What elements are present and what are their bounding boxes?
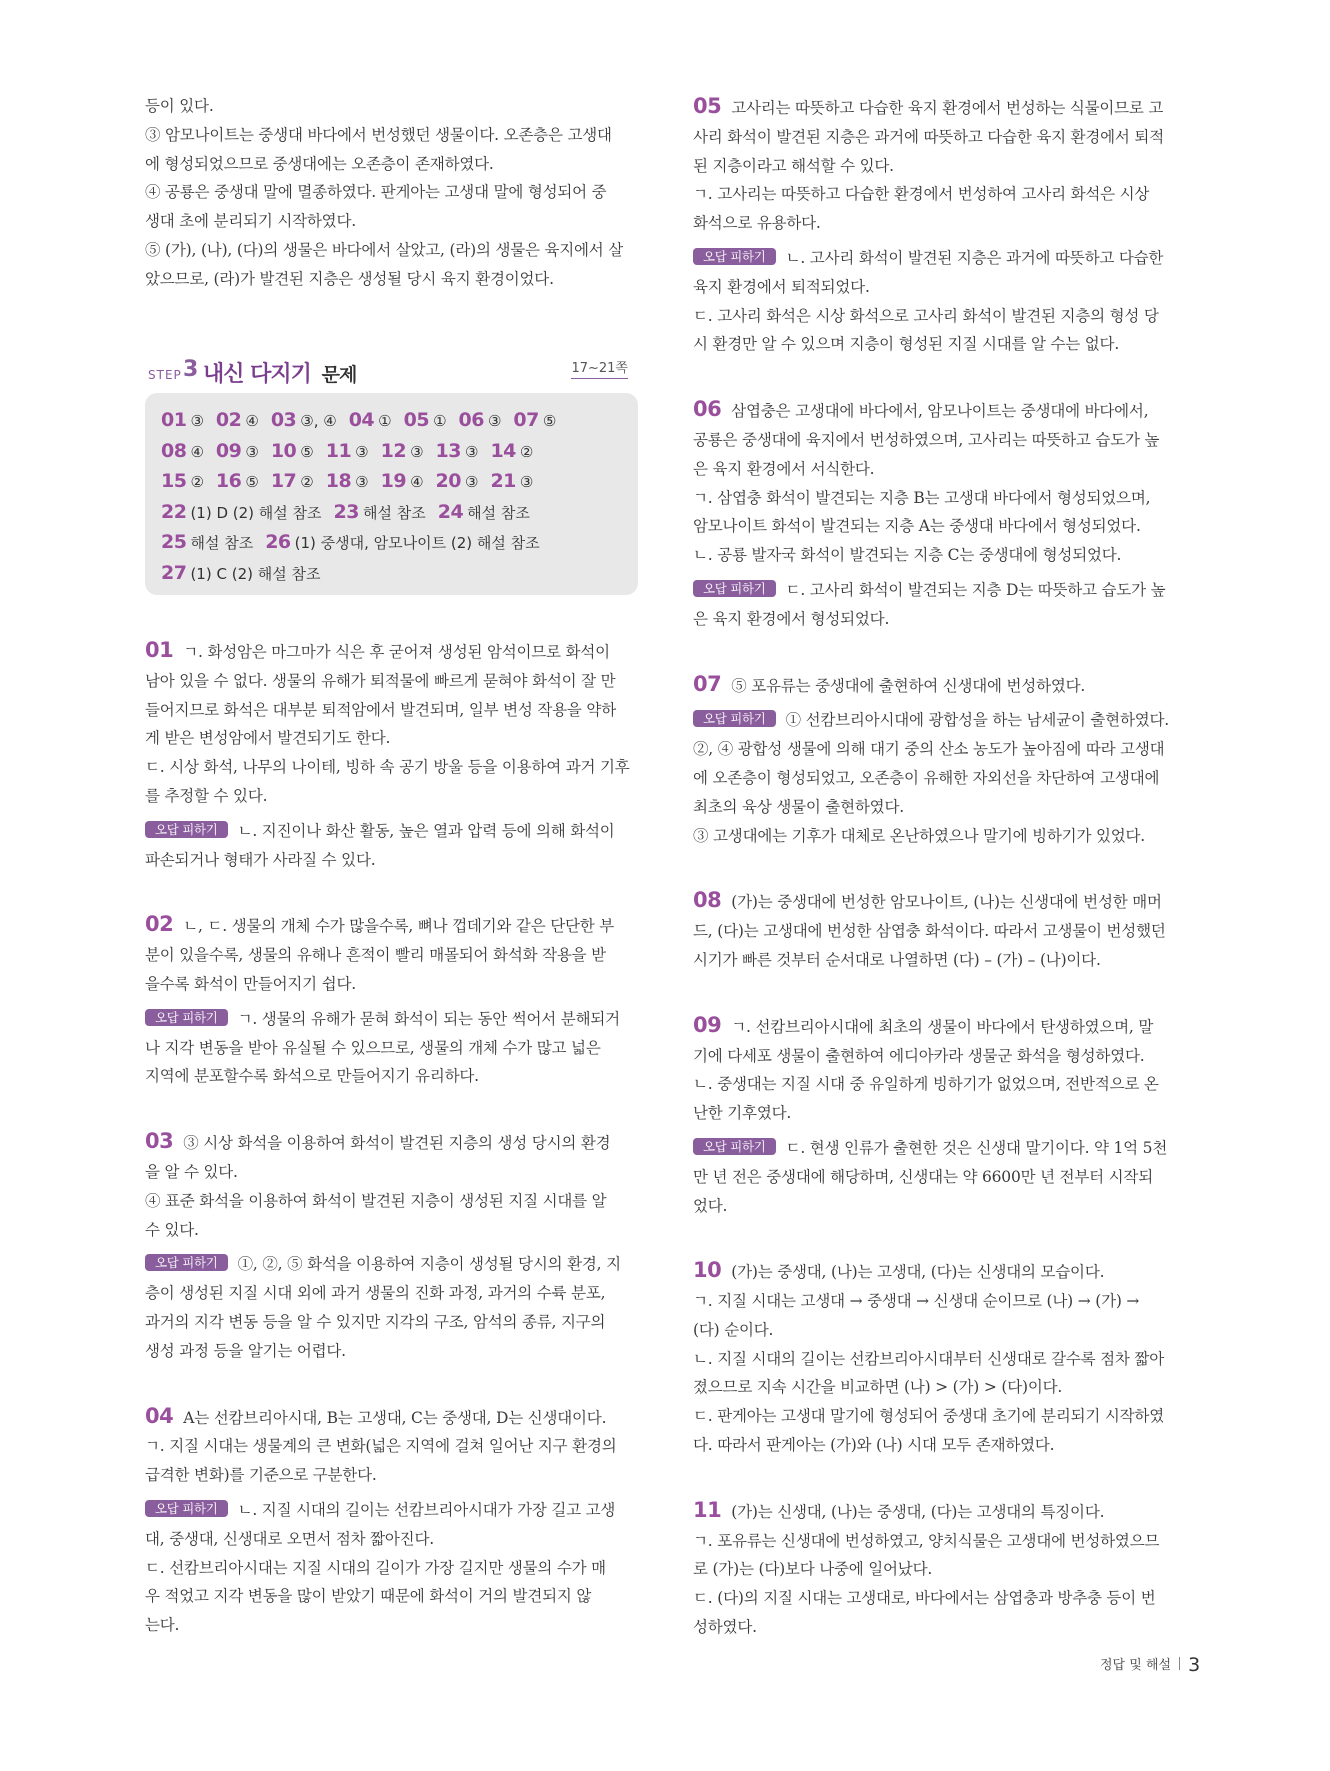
- line-text: 졌으므로 지속 시간을 비교하면 (나) > (가) > (다)이다.: [693, 1378, 1063, 1397]
- answer-number: 21: [490, 470, 516, 492]
- left-column: [145, 92, 638, 294]
- answer-value: ③, ④: [300, 412, 337, 430]
- text-line: [693, 1134, 1186, 1163]
- line-text: ㄴ. 고사리 화석이 발견된 지층은 과거에 따뜻하고 다습한: [785, 248, 1164, 267]
- answer-value: 해설 참조: [362, 503, 426, 522]
- line-text: ㄴ. 지질 시대의 길이는 선캄브리아시대부터 신생대로 갈수록 점차 짧아: [693, 1349, 1164, 1368]
- question-number: 04: [145, 1403, 174, 1428]
- answer-number: 26: [265, 531, 291, 553]
- spacer: [693, 850, 1186, 886]
- answer-number: 10: [270, 439, 297, 462]
- line-text: 로 (가)는 (다)보다 나중에 일어났다.: [693, 1560, 933, 1579]
- line-text: (가)는 중생대에 번성한 암모나이트, (나)는 신생대에 번성한 매머: [731, 893, 1162, 912]
- question-block: [693, 886, 1186, 974]
- text-line: [145, 1034, 638, 1063]
- line-text: ㄷ. 고사리 화석은 시상 화석으로 고사리 화석이 발견된 지층의 형성 당: [693, 306, 1159, 325]
- wrong-answer-badge: 오답 피하기: [693, 248, 776, 265]
- text-line: [693, 822, 1186, 851]
- answer-row: [161, 527, 622, 558]
- answer-item: [513, 405, 556, 436]
- answer-number: 07: [513, 409, 539, 431]
- answer-number: 24: [437, 500, 464, 523]
- answer-number: 25: [161, 531, 187, 553]
- answer-item: [459, 405, 502, 436]
- text-line: 생대 초에 분리되기 시작하였다.: [145, 212, 356, 231]
- text-line: [693, 1555, 1186, 1584]
- answer-value: ③: [190, 412, 204, 430]
- answer-key-box: [145, 393, 638, 595]
- answer-item: [216, 436, 259, 467]
- line-text: ㄴ, ㄷ. 생물의 개체 수가 많을수록, 뼈나 껍데기와 같은 단단한 부: [183, 917, 615, 936]
- line-text: 암모나이트 화석이 발견되는 지층 A는 중생대 바다에서 형성되었다.: [693, 517, 1141, 536]
- answer-item: [161, 436, 204, 467]
- text-line: [145, 1216, 638, 1245]
- line-text: 만 년 전은 중생대에 해당하며, 신생대는 약 6600만 년 전부터 시작되: [693, 1167, 1153, 1186]
- question-block: [693, 1256, 1186, 1460]
- text-line: [693, 1527, 1186, 1556]
- line-text: 을 알 수 있다.: [145, 1162, 238, 1181]
- text-line: [693, 1256, 1186, 1287]
- text-line: [693, 1042, 1186, 1071]
- answer-value: 해설 참조: [190, 534, 254, 552]
- text-line: [693, 1070, 1186, 1099]
- answer-number: 03: [270, 409, 297, 431]
- text-line: [693, 1163, 1186, 1192]
- question-number: 05: [693, 94, 722, 118]
- spacer: [693, 1460, 1186, 1496]
- answer-value: ③: [487, 412, 502, 430]
- spacer: [693, 634, 1186, 670]
- answer-item: [490, 436, 533, 467]
- text-line: [145, 941, 638, 970]
- text-line: [693, 1584, 1186, 1613]
- text-line: [693, 1192, 1186, 1221]
- text-line: [145, 817, 638, 846]
- line-text: ③ 시상 화석을 이용하여 화석이 발견된 지층의 생성 당시의 환경: [183, 1134, 611, 1153]
- answer-item: [161, 497, 322, 528]
- line-text: ㄱ. 지질 시대는 고생대 → 중생대 → 신생대 순이므로 (나) → (가) →: [693, 1292, 1140, 1311]
- text-line: [693, 512, 1186, 541]
- answer-value: ②: [190, 473, 204, 491]
- wrong-answer-badge: 오답 피하기: [145, 1500, 228, 1517]
- text-line: [693, 330, 1186, 359]
- answer-value: ③: [355, 473, 369, 491]
- answer-value: ③: [355, 442, 369, 461]
- line-text: ㄴ. 공룡 발자국 화석이 발견되는 지층 C는 중생대에 형성되었다.: [693, 546, 1122, 565]
- question-block: [145, 1402, 638, 1640]
- answer-value: (1) 중생대, 암모나이트 (2) 해설 참조: [294, 534, 540, 552]
- text-line: [145, 696, 638, 725]
- wrong-answer-badge: 오답 피하기: [145, 1009, 228, 1026]
- text-line: [145, 753, 638, 782]
- line-text: 난한 기후였다.: [693, 1104, 792, 1123]
- answer-item: [161, 527, 253, 558]
- line-text: 들어지므로 화석은 대부분 퇴적암에서 발견되며, 일부 변성 작용을 약하: [145, 700, 616, 719]
- line-text: 된 지층이라고 해석할 수 있다.: [693, 156, 894, 175]
- answer-value: ⑤: [542, 412, 557, 430]
- question-block: [145, 1127, 638, 1365]
- text-line: ④ 공룡은 중생대 말에 멸종하였다. 판게아는 고생대 말에 형성되어 중: [145, 183, 607, 202]
- line-text: 에 오존층이 형성되었고, 오존층이 유해한 자외선을 차단하여 고생대에: [693, 768, 1160, 787]
- line-text: ㄷ. 현생 인류가 출현한 것은 신생대 말기이다. 약 1억 5천: [785, 1138, 1168, 1157]
- text-line: [693, 706, 1186, 735]
- text-line: [145, 1308, 638, 1337]
- text-line: [145, 667, 638, 696]
- line-text: 대, 중생대, 신생대로 오면서 점차 짧아진다.: [145, 1529, 434, 1548]
- question-number: 07: [693, 671, 722, 696]
- answer-item: [216, 405, 259, 436]
- line-text: 파손되거나 형태가 사라질 수 있다.: [145, 850, 376, 869]
- line-text: 를 추정할 수 있다.: [145, 786, 268, 805]
- text-line: [693, 92, 1186, 123]
- line-text: 과거의 지각 변동 등을 알 수 있지만 지각의 구조, 암석의 종류, 지구의: [145, 1312, 606, 1331]
- text-line: [693, 209, 1186, 238]
- text-line: [145, 1461, 638, 1490]
- text-line: [145, 1158, 638, 1187]
- text-line: [145, 910, 638, 941]
- footer-label: 정답 및 해설: [1100, 1658, 1172, 1673]
- text-line: [145, 636, 638, 667]
- text-line: [145, 1525, 638, 1554]
- answer-value: (1) C (2) 해설 참조: [190, 564, 321, 583]
- line-text: 층이 생성된 지질 시대 외에 과거 생물의 진화 과정, 과거의 수륙 분포,: [145, 1284, 606, 1303]
- answer-item: [381, 466, 424, 497]
- line-text: ②, ④ 광합성 생물에 의해 대기 중의 산소 농도가 높아짐에 따라 고생대: [693, 740, 1165, 759]
- text-line: [693, 605, 1186, 634]
- line-text: 시 환경만 알 수 있으며 지층이 형성된 지질 시대를 알 수는 없다.: [693, 335, 1120, 354]
- answer-item: [438, 497, 530, 528]
- line-text: ㄱ. 삼엽충 화석이 발견되는 지층 B는 고생대 바다에서 형성되었으며,: [693, 488, 1151, 507]
- line-text: 남아 있을 수 없다. 생물의 유해가 퇴적물에 빠르게 묻혀야 화석이 잘 만: [145, 671, 616, 690]
- answer-number: 02: [215, 409, 242, 431]
- answer-number: 11: [325, 439, 352, 462]
- line-text: 드, (다)는 고생대에 번성한 삼엽충 화석이다. 따라서 고생물이 번성했던: [693, 922, 1166, 941]
- text-line: 등이 있다.: [145, 97, 214, 115]
- wrong-answer-badge: 오답 피하기: [145, 821, 228, 838]
- text-line: [693, 764, 1186, 793]
- text-line: [145, 1554, 638, 1583]
- line-text: 나 지각 변동을 받아 유실될 수 있으므로, 생물의 개체 수가 많고 넓은: [145, 1038, 601, 1057]
- wrong-answer-badge: 오답 피하기: [693, 1138, 776, 1155]
- text-line: [693, 886, 1186, 917]
- answer-number: 17: [270, 470, 297, 492]
- answer-row: [161, 497, 622, 528]
- text-line: [693, 946, 1186, 975]
- text-line: [693, 1316, 1186, 1345]
- text-line: [145, 724, 638, 753]
- question-number: 03: [145, 1129, 174, 1154]
- text-line: ③ 암모나이트는 중생대 바다에서 번성했던 생물이다. 오존층은 고생대: [145, 125, 612, 144]
- line-text: ㄴ. 중생대는 지질 시대 중 유일하게 빙하기가 없었으며, 전반적으로 온: [693, 1075, 1159, 1094]
- text-line: [145, 1250, 638, 1279]
- line-text: 었다.: [693, 1196, 728, 1215]
- answer-value: ⑤: [245, 473, 259, 491]
- question-number: 09: [693, 1012, 722, 1037]
- answer-number: 27: [161, 561, 187, 584]
- answer-number: 12: [380, 439, 407, 462]
- answer-value: 해설 참조: [467, 503, 530, 522]
- answer-item: [381, 436, 424, 467]
- wrong-answer-badge: 오답 피하기: [693, 580, 776, 597]
- answer-value: (1) D (2) 해설 참조: [190, 503, 322, 522]
- line-text: 화석으로 유용하다.: [693, 214, 821, 233]
- answer-item: [490, 466, 533, 497]
- text-line: [693, 1613, 1186, 1642]
- step-page-range: 17~21쪽: [571, 357, 628, 379]
- line-text: 다. 따라서 판게아는 (가)와 (나) 시대 모두 존재하였다.: [693, 1436, 1055, 1455]
- answer-item: [161, 558, 320, 589]
- text-line: [145, 970, 638, 999]
- question-block: [145, 636, 638, 874]
- answer-value: ③: [464, 473, 479, 491]
- line-text: 게 받은 변성암에서 발견되기도 한다.: [145, 729, 391, 748]
- line-text: ㄴ. 지질 시대의 길이는 선캄브리아시대가 가장 길고 고생: [237, 1500, 616, 1519]
- question-number: 10: [693, 1258, 722, 1283]
- step-header: [148, 357, 638, 387]
- left-questions: [145, 636, 638, 1640]
- line-text: ①, ②, ⑤ 화석을 이용하여 지층이 생성될 당시의 환경, 지: [237, 1255, 621, 1274]
- answer-value: ③: [464, 442, 479, 461]
- answer-item: [216, 466, 259, 497]
- line-text: 우 적었고 지각 변동을 많이 받았기 때문에 화석이 거의 발견되지 않: [145, 1587, 592, 1606]
- wrong-answer-badge: 오답 피하기: [145, 1254, 228, 1271]
- page-footer: [1100, 1654, 1200, 1676]
- answer-value: ①: [433, 412, 447, 430]
- text-line: [693, 917, 1186, 946]
- line-text: ㄱ. 지질 시대는 생물계의 큰 변화(넓은 지역에 걸쳐 일어난 지구 환경의: [145, 1437, 617, 1456]
- line-text: 은 육지 환경에서 형성되었다.: [693, 609, 890, 628]
- line-text: ㄱ. 생물의 유해가 묻혀 화석이 되는 동안 썩어서 분해되거: [237, 1009, 620, 1028]
- text-line: ⑤ (가), (나), (다)의 생물은 바다에서 살았고, (라)의 생물은 육지에서 살: [145, 240, 624, 259]
- step-label: STEP: [148, 368, 182, 382]
- answer-value: ③: [519, 473, 534, 491]
- answer-number: 13: [435, 439, 461, 462]
- spacer: [145, 874, 638, 910]
- spacer: [145, 1366, 638, 1402]
- step-number: 3: [183, 357, 199, 382]
- answer-item: [436, 466, 479, 497]
- answer-number: 23: [333, 500, 359, 523]
- answer-value: ④: [410, 473, 424, 491]
- text-line: [693, 302, 1186, 331]
- answer-row: [161, 558, 622, 589]
- line-text: 는다.: [145, 1616, 180, 1635]
- answer-row: [161, 405, 622, 436]
- answer-row: [161, 436, 622, 467]
- answer-item: [271, 405, 337, 436]
- text-line: [145, 782, 638, 811]
- question-block: [693, 670, 1186, 851]
- text-line: [145, 1127, 638, 1158]
- answer-item: [265, 527, 539, 558]
- answer-number: 09: [215, 439, 242, 462]
- text-line: [693, 541, 1186, 570]
- answer-value: ④: [190, 442, 204, 461]
- text-line: [693, 273, 1186, 302]
- text-line: [145, 1062, 638, 1091]
- footer-divider: [1179, 1657, 1180, 1670]
- line-text: ① 선캄브리아시대에 광합성을 하는 남세균이 출현하였다.: [785, 711, 1170, 730]
- answer-item: [161, 405, 204, 436]
- answer-item: [271, 436, 314, 467]
- answer-item: [334, 497, 426, 528]
- line-text: ㄷ. 고사리 화석이 발견되는 지층 D는 따뜻하고 습도가 높: [785, 580, 1166, 599]
- answer-number: 18: [325, 470, 352, 492]
- line-text: 수 있다.: [145, 1220, 199, 1239]
- answer-item: [161, 466, 204, 497]
- line-text: ㄱ. 화성암은 마그마가 식은 후 굳어져 생성된 암석이므로 화석이: [183, 643, 610, 661]
- line-text: 고사리는 따뜻하고 다습한 육지 환경에서 번성하는 식물이므로 고: [731, 99, 1164, 117]
- answer-number: 20: [435, 470, 461, 492]
- text-line: [145, 1432, 638, 1461]
- answer-item: [271, 466, 314, 497]
- text-line: [693, 123, 1186, 152]
- right-questions: [693, 92, 1186, 1642]
- line-text: ㄷ. 선캄브리아시대는 지질 시대의 길이가 가장 길지만 생물의 수가 매: [145, 1558, 606, 1577]
- line-text: ㄱ. 선캄브리아시대에 최초의 생물이 바다에서 탄생하였으며, 말: [731, 1017, 1154, 1036]
- question-block: [693, 395, 1186, 633]
- answer-number: 15: [161, 470, 187, 492]
- answer-value: ⑤: [300, 442, 314, 461]
- text-line: [693, 1099, 1186, 1128]
- text-line: [693, 426, 1186, 455]
- text-line: [693, 1011, 1186, 1042]
- spacer: [693, 975, 1186, 1011]
- line-text: ㄷ. 시상 화석, 나무의 나이테, 빙하 속 공기 방울 등을 이용하여 과거 기후: [145, 758, 630, 777]
- line-text: A는 선캄브리아시대, B는 고생대, C는 중생대, D는 신생대이다.: [183, 1408, 607, 1427]
- answer-item: [404, 405, 447, 436]
- left-top-text: [145, 92, 638, 294]
- answer-value: ②: [300, 473, 314, 491]
- text-line: [145, 1402, 638, 1433]
- line-text: 분이 있을수록, 생물의 유해나 흔적이 빨리 매몰되어 화석화 작용을 받: [145, 946, 606, 965]
- answer-value: ①: [378, 412, 392, 430]
- line-text: (다) 순이다.: [693, 1320, 774, 1339]
- step-title-main: 내신 다지기: [203, 362, 311, 387]
- answer-row: [161, 466, 622, 497]
- text-line: [693, 1287, 1186, 1316]
- answer-item: [326, 436, 369, 467]
- text-line: [693, 576, 1186, 605]
- line-text: 성하였다.: [693, 1618, 757, 1637]
- question-block: [693, 1011, 1186, 1221]
- text-line: [693, 670, 1186, 701]
- page-number: 3: [1188, 1654, 1201, 1676]
- spacer: [693, 1220, 1186, 1256]
- text-line: [693, 735, 1186, 764]
- step-subtitle: 문제: [321, 364, 357, 386]
- question-number: 06: [693, 397, 722, 422]
- spacer: [145, 1091, 638, 1127]
- text-line: [145, 1337, 638, 1366]
- line-text: ㄱ. 포유류는 신생대에 번성하였고, 양치식물은 고생대에 번성하였으므: [693, 1531, 1160, 1550]
- line-text: ④ 표준 화석을 이용하여 화석이 발견된 지층이 생성된 지질 시대를 알: [145, 1191, 607, 1210]
- answer-number: 14: [490, 439, 516, 462]
- answer-number: 06: [458, 409, 484, 431]
- answer-value: ④: [245, 412, 259, 430]
- text-line: [693, 484, 1186, 513]
- line-text: 은 육지 환경에서 서식한다.: [693, 459, 875, 478]
- answer-number: 04: [348, 409, 375, 431]
- answer-number: 16: [215, 470, 242, 492]
- text-line: [145, 1582, 638, 1611]
- question-number: 11: [693, 1497, 722, 1522]
- text-line: [693, 152, 1186, 181]
- line-text: ⑤ 포유류는 중생대에 출현하여 신생대에 번성하였다.: [731, 676, 1086, 695]
- text-line: [693, 1496, 1186, 1527]
- answer-number: 22: [161, 500, 187, 523]
- line-text: 삼엽충은 고생대에 바다에서, 암모나이트는 중생대에 바다에서,: [731, 402, 1149, 421]
- text-line: [145, 1279, 638, 1308]
- line-text: ㄴ. 지진이나 화산 활동, 높은 열과 압력 등에 의해 화석이: [237, 821, 615, 840]
- line-text: (가)는 신생대, (나)는 중생대, (다)는 고생대의 특징이다.: [731, 1502, 1105, 1521]
- text-line: [145, 1187, 638, 1216]
- answer-value: ②: [519, 442, 534, 461]
- line-text: (가)는 중생대, (나)는 고생대, (다)는 신생대의 모습이다.: [731, 1263, 1105, 1282]
- line-text: ㄷ. (다)의 지질 시대는 고생대로, 바다에서는 삼엽충과 방추충 등이 번: [693, 1589, 1156, 1608]
- line-text: 시기가 빠른 것부터 순서대로 나열하면 (다) – (가) – (나)이다.: [693, 950, 1101, 969]
- text-line: [693, 1431, 1186, 1460]
- question-number: 01: [145, 638, 174, 662]
- question-block: [145, 910, 638, 1091]
- text-line: 았으므로, (라)가 발견된 지층은 생성될 당시 육지 환경이었다.: [145, 269, 554, 288]
- spacer: [693, 359, 1186, 395]
- answer-item: [326, 466, 369, 497]
- text-line: [693, 1402, 1186, 1431]
- answer-number: 01: [161, 409, 187, 431]
- text-line: 에 형성되었으므로 중생대에는 오존층이 존재하였다.: [145, 154, 494, 173]
- question-block: [693, 92, 1186, 359]
- answer-item: [349, 405, 392, 436]
- line-text: 공룡은 중생대에 육지에서 번성하였으며, 고사리는 따뜻하고 습도가 높: [693, 430, 1160, 449]
- text-line: [145, 1611, 638, 1640]
- answer-number: 19: [380, 470, 407, 492]
- text-line: [693, 793, 1186, 822]
- text-line: [693, 180, 1186, 209]
- question-number: 02: [145, 912, 174, 937]
- line-text: ③ 고생대에는 기후가 대체로 온난하였으나 말기에 빙하기가 있었다.: [693, 826, 1145, 845]
- answer-number: 08: [161, 439, 187, 462]
- answer-number: 05: [403, 409, 430, 431]
- step-title: [203, 357, 356, 388]
- text-line: [145, 1496, 638, 1525]
- line-text: 급격한 변화)를 기준으로 구분한다.: [145, 1466, 377, 1485]
- line-text: 을수록 화석이 만들어지기 쉽다.: [145, 974, 356, 993]
- line-text: 최초의 육상 생물이 출현하였다.: [693, 797, 904, 816]
- line-text: 사리 화석이 발견된 지층은 과거에 따뜻하고 다습한 육지 환경에서 퇴적: [693, 127, 1164, 146]
- line-text: 생성 과정 등을 알기는 어렵다.: [145, 1341, 346, 1360]
- text-line: [145, 1005, 638, 1034]
- line-text: ㄱ. 고사리는 따뜻하고 다습한 환경에서 번성하여 고사리 화석은 시상: [693, 185, 1150, 204]
- question-block: [693, 1496, 1186, 1642]
- question-number: 08: [693, 888, 722, 913]
- answer-value: ③: [410, 442, 424, 461]
- answer-item: [436, 436, 479, 467]
- text-line: [693, 244, 1186, 273]
- text-line: [693, 455, 1186, 484]
- answer-value: ③: [245, 442, 259, 461]
- text-line: [693, 1345, 1186, 1374]
- text-line: [145, 846, 638, 875]
- line-text: ㄷ. 판게아는 고생대 말기에 형성되어 중생대 초기에 분리되기 시작하였: [693, 1407, 1164, 1426]
- text-line: [693, 1373, 1186, 1402]
- text-line: [693, 395, 1186, 426]
- line-text: 기에 다세포 생물이 출현하여 에디아카라 생물군 화석을 형성하였다.: [693, 1046, 1145, 1065]
- line-text: 지역에 분포할수록 화석으로 만들어지기 유리하다.: [145, 1067, 479, 1086]
- line-text: 육지 환경에서 퇴적되었다.: [693, 277, 870, 296]
- wrong-answer-badge: 오답 피하기: [693, 710, 776, 727]
